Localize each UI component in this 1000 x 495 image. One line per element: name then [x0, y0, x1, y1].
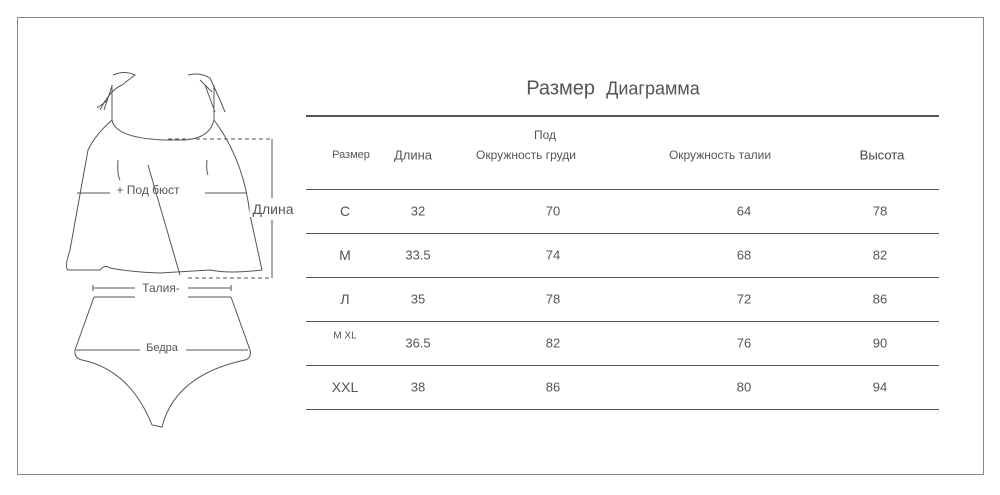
- cell-size: Л: [340, 291, 350, 307]
- table-rule: [306, 409, 939, 410]
- cell-size: M: [339, 247, 351, 263]
- table-rule: [306, 277, 939, 278]
- cell-height: 86: [872, 291, 888, 307]
- left-bow: [97, 73, 135, 111]
- neckline: [112, 85, 214, 140]
- cell-bust: 82: [545, 335, 561, 351]
- table-rule: [306, 365, 939, 366]
- cell-size: C: [339, 203, 351, 219]
- header-size: Размер: [332, 149, 370, 161]
- cell-waist: 80: [736, 379, 752, 395]
- table-rule: [306, 233, 939, 234]
- waist-label: Талия-: [142, 281, 180, 295]
- cell-length: 32: [410, 203, 426, 219]
- cell-height: 78: [872, 203, 888, 219]
- top-folds: [118, 160, 208, 275]
- title-part2: Диаграмма: [606, 78, 700, 99]
- cell-waist: 76: [736, 335, 752, 351]
- header-bust: Окружность груди: [476, 148, 576, 162]
- cell-length: 38: [410, 379, 426, 395]
- cell-length: 36.5: [405, 335, 431, 351]
- cell-size: M XL: [333, 330, 357, 342]
- cell-waist: 64: [736, 203, 752, 219]
- cell-bust: 78: [545, 291, 561, 307]
- cell-height: 90: [872, 335, 888, 351]
- cell-waist: 68: [736, 247, 752, 263]
- hips-label: Бедра: [146, 342, 178, 354]
- header-waist: Окружность талии: [668, 148, 772, 162]
- header-length: Длина: [393, 147, 433, 163]
- cell-size: XXL: [331, 379, 359, 395]
- cell-height: 82: [872, 247, 888, 263]
- page-title: [526, 78, 699, 101]
- right-bow: [188, 74, 225, 112]
- header-bust-top: Под: [533, 128, 557, 142]
- title-part1: Размер: [526, 77, 596, 100]
- table-rule: [306, 189, 939, 190]
- cell-length: 35: [410, 291, 426, 307]
- cell-bust: 70: [545, 203, 561, 219]
- cell-bust: 86: [545, 379, 561, 395]
- bottoms: [75, 297, 251, 427]
- cell-bust: 74: [545, 247, 561, 263]
- table-top-rule: [306, 115, 939, 117]
- bust-label: + Под бюст: [116, 183, 180, 197]
- header-height: Высота: [859, 147, 905, 163]
- table-rule: [306, 321, 939, 322]
- length-label: Длина: [250, 201, 297, 217]
- cell-length: 33.5: [405, 247, 431, 263]
- cell-height: 94: [872, 379, 888, 395]
- cell-waist: 72: [736, 291, 752, 307]
